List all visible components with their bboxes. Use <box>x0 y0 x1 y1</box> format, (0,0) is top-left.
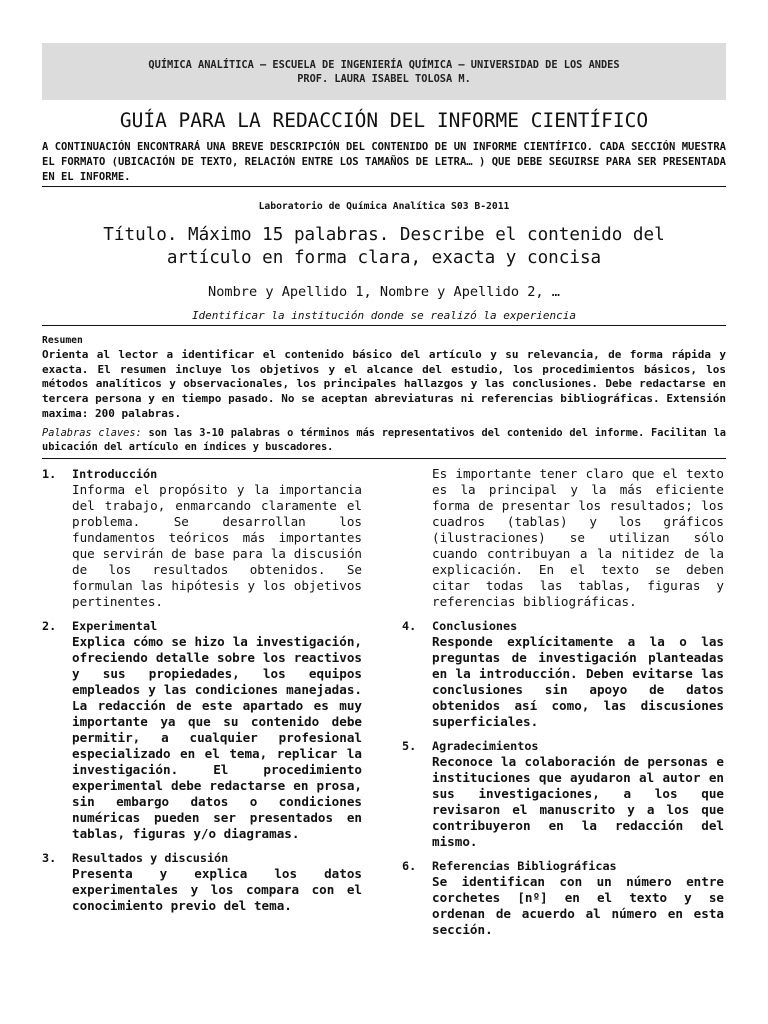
course-header-line1: QUÍMICA ANALÍTICA – ESCUELA DE INGENIERÍA QUÍMICA – UNIVERSIDAD DE LOS ANDES <box>148 58 620 71</box>
section-number: 2. <box>42 619 57 633</box>
section-number: 1. <box>42 467 57 481</box>
keywords-label: Palabras claves: <box>42 427 142 439</box>
paper-authors: Nombre y Apellido 1, Nombre y Apellido 2, … <box>208 284 560 300</box>
section-number: 4. <box>402 619 417 633</box>
section-number: 6. <box>402 859 417 873</box>
course-header-line2: PROF. LAURA ISABEL TOLOSA M. <box>297 72 471 85</box>
section-title: Referencias Bibliográficas <box>432 859 617 873</box>
left-column <box>42 466 362 922</box>
lab-name: Laboratorio de Química Analítica S03 B-2011 <box>258 201 510 212</box>
right-column <box>402 466 724 946</box>
section-number: 3. <box>42 851 57 865</box>
section-number: 5. <box>402 739 417 753</box>
abstract-heading: Resumen <box>42 335 83 346</box>
section-body: Reconoce la colaboración de personas e instituciones que ayudaron al autor en sus investigaciones, a los que revisaron el manuscrito y a los que contribuyeron en la redacción del mismo. <box>432 754 724 849</box>
section-agradecimientos <box>402 738 724 850</box>
section-resultados <box>42 850 362 914</box>
paper-title-line2: artículo en forma clara, exacta y concisa <box>166 248 602 268</box>
section-resultados-continuation: Es importante tener claro que el texto es la principal y la más eficiente forma de presentar los resultados; los cuadros (tablas) y los gráficos (ilustraciones) se utilizan sólo cuando contribuyan a la nitidez de la explicación. En el texto se deben citar todas las tablas, figuras y referencias bibliográficas. <box>432 466 724 609</box>
paper-title <box>42 224 726 270</box>
section-body: Informa el propósito y la importancia del trabajo, enmarcando claramente el problema. Se desarrollan los fundamentos teóricos más importantes que servirán de base para la discusión de los resultados obtenidos. Se formulan las hipótesis y los objetivos pertinentes. <box>72 482 362 609</box>
keywords-text: son las 3-10 palabras o términos más representativos del contenido del informe. Facilitan la ubicación del artículo en índices y buscadores. <box>42 427 726 453</box>
divider <box>42 186 726 187</box>
section-referencias <box>402 858 724 938</box>
section-title: Introducción <box>72 467 158 481</box>
section-experimental <box>42 618 362 842</box>
section-title: Resultados y discusión <box>72 851 229 865</box>
paper-institution: Identificar la institución donde se realizó la experiencia <box>191 309 577 322</box>
section-body: Explica cómo se hizo la investigación, ofreciendo detalle sobre los reactivos y sus propiedades, los equipos empleados y las condiciones manejadas. La redacción de este apartado es muy importante ya que su contenido debe permitir, a cualquier profesional especializado en el tema, replicar la investigación. El procedimiento experimental debe redactarse en prosa, sin embargo datos o condiciones numéricas pueden ser presentados en tablas, figuras y/o diagramas. <box>72 634 362 841</box>
section-title: Experimental <box>72 619 158 633</box>
divider <box>42 458 726 459</box>
section-introduccion <box>42 466 362 610</box>
abstract-text: Orienta al lector a identificar el contenido básico del artículo y su relevancia, de forma rápida y exacta. El resumen incluye los objetivos y el alcance del estudio, los procedimientos básicos, los métodos analíticos y observacionales, los principales hallazgos y las conclusiones. Debe redactarse en tercera persona y en tiempo pasado. No se aceptan abreviaturas ni referencias bibliográficas. Extensión maxima: 200 palabras. <box>42 348 726 420</box>
section-title: Agradecimientos <box>432 739 539 753</box>
guide-intro: A CONTINUACIÓN ENCONTRARÁ UNA BREVE DESCRIPCIÓN DEL CONTENIDO DE UN INFORME CIENTÍFICO. CADA SECCIÓN MUESTRA EL FORMATO (UBICACIÓN DE TEXTO, RELACIÓN ENTRE LOS TAMAÑOS DE LETRA… ) QUE DEBE SEGUIRSE PARA SER PRESENTADA EN EL INFORME. <box>42 141 726 183</box>
section-title: Conclusiones <box>432 619 518 633</box>
divider <box>42 325 726 326</box>
keywords <box>42 426 726 454</box>
abstract <box>42 333 726 422</box>
course-header <box>42 43 726 100</box>
section-body: Se identifican con un número entre corchetes [nº] en el texto y se ordenan de acuerdo al número en esta sección. <box>432 874 724 937</box>
paper-title-line1: Título. Máximo 15 palabras. Describe el contenido del <box>103 225 665 245</box>
section-body: Presenta y explica los datos experimentales y los compara con el conocimiento previo del tema. <box>72 866 362 913</box>
section-body: Responde explícitamente a la o las preguntas de investigación planteadas en la introducción. Deben evitarse las conclusiones sin apoyo de datos obtenidos así como, las discusiones superficiales. <box>432 634 724 729</box>
section-conclusiones <box>402 618 724 730</box>
guide-title: GUÍA PARA LA REDACCIÓN DEL INFORME CIENTÍFICO <box>119 109 649 132</box>
